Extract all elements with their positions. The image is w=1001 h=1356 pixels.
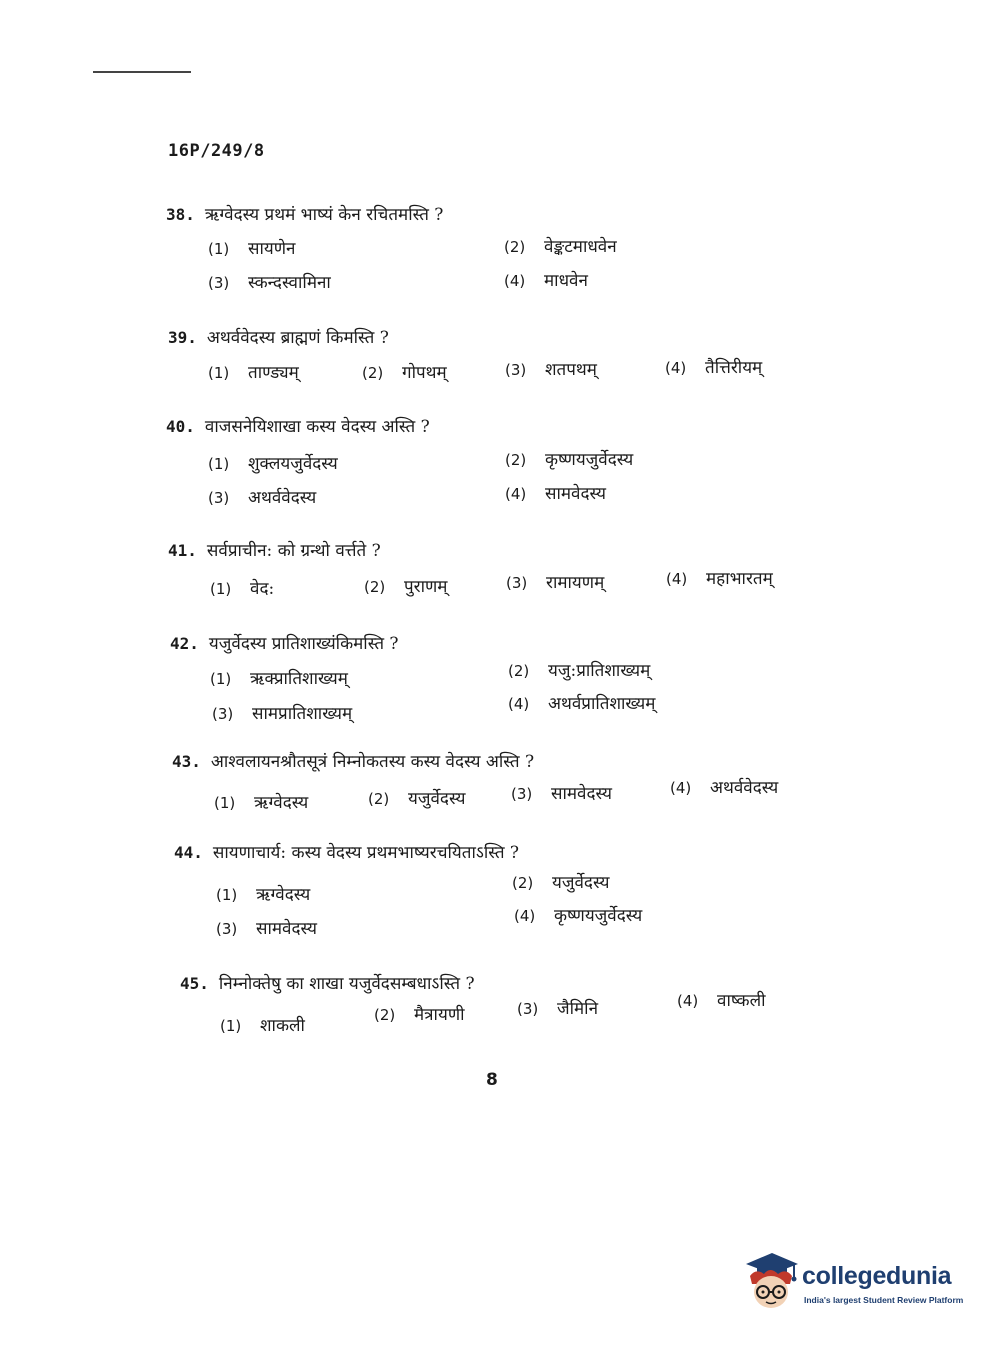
option-43-4: (4) अथर्ववेदस्य bbox=[670, 778, 779, 798]
question-44 bbox=[174, 840, 519, 863]
option-40-4: (4) सामवेदस्य bbox=[505, 484, 607, 504]
question-number: 44. bbox=[174, 843, 203, 862]
question-text: अथर्ववेदस्य ब्राह्मणं किमस्ति ? bbox=[206, 328, 389, 348]
option-40-2: (2) कृष्णयजुर्वेदस्य bbox=[505, 450, 634, 470]
option-41-4: (4) महाभारतम् bbox=[666, 569, 773, 589]
question-45 bbox=[180, 971, 475, 994]
question-number: 39. bbox=[168, 328, 197, 347]
option-40-3: (3) अथर्ववेदस्य bbox=[208, 488, 317, 508]
question-stem bbox=[166, 202, 443, 225]
option-41-1: (1) वेद: bbox=[210, 579, 275, 599]
question-39 bbox=[168, 325, 389, 348]
option-38-4: (4) माधवेन bbox=[504, 271, 588, 291]
question-text: ऋग्वेदस्य प्रथमं भाष्यं केन रचितमस्ति ? bbox=[204, 205, 444, 225]
paper-code: 16P/249/8 bbox=[168, 141, 265, 161]
option-39-2: (2) गोपथम् bbox=[362, 363, 447, 383]
question-text: निम्नोक्तेषु का शाखा यजुर्वेदसम्बधाऽस्ति ? bbox=[218, 974, 475, 994]
question-stem bbox=[168, 538, 381, 561]
question-42 bbox=[170, 631, 399, 654]
option-42-2: (2) यजु:प्रातिशाख्यम् bbox=[508, 661, 651, 681]
option-44-1: (1) ऋग्वेदस्य bbox=[216, 885, 311, 905]
option-39-3: (3) शतपथम् bbox=[505, 360, 597, 380]
option-45-3: (3) जैमिनि bbox=[517, 999, 599, 1019]
question-number: 41. bbox=[168, 541, 197, 560]
option-38-1: (1) सायणेन bbox=[208, 239, 296, 259]
question-stem bbox=[166, 414, 430, 437]
question-text: वाजसनेयिशाखा कस्य वेदस्य अस्ति ? bbox=[204, 417, 430, 437]
question-41 bbox=[168, 538, 381, 561]
question-text: यजुर्वेदस्य प्रातिशाख्यंकिमस्ति ? bbox=[208, 634, 399, 654]
question-40 bbox=[166, 414, 430, 437]
question-number: 42. bbox=[170, 634, 199, 653]
brand-name: collegedunia bbox=[802, 1262, 952, 1290]
question-stem bbox=[180, 971, 475, 994]
option-44-2: (2) यजुर्वेदस्य bbox=[512, 873, 610, 893]
question-stem bbox=[170, 631, 399, 654]
question-stem bbox=[174, 840, 519, 863]
brand-tagline: India's largest Student Review Platform bbox=[804, 1295, 964, 1305]
question-text: सर्वप्राचीन: को ग्रन्थो वर्त्तते ? bbox=[206, 541, 381, 561]
option-44-3: (3) सामवेदस्य bbox=[216, 919, 318, 939]
option-40-1: (1) शुक्लयजुर्वेदस्य bbox=[208, 454, 338, 474]
option-41-2: (2) पुराणम् bbox=[364, 577, 448, 597]
option-45-4: (4) वाष्कली bbox=[677, 991, 766, 1011]
option-43-2: (2) यजुर्वेदस्य bbox=[368, 789, 466, 809]
option-45-1: (1) शाकली bbox=[220, 1016, 305, 1036]
question-number: 38. bbox=[166, 205, 195, 224]
question-38 bbox=[166, 202, 443, 225]
question-text: सायणाचार्य: कस्य वेदस्य प्रथमभाष्यरचयिताऽस्ति ? bbox=[212, 843, 520, 863]
option-42-4: (4) अथर्वप्रातिशाख्यम् bbox=[508, 694, 656, 714]
option-38-3: (3) स्कन्दस्वामिना bbox=[208, 273, 331, 293]
question-text: आश्वलायनश्रौतसूत्रं निम्नोकतस्य कस्य वेदस्य अस्ति ? bbox=[210, 752, 535, 772]
question-stem bbox=[168, 325, 389, 348]
option-43-3: (3) सामवेदस्य bbox=[511, 784, 613, 804]
mascot-icon bbox=[742, 1250, 800, 1312]
question-number: 45. bbox=[180, 974, 209, 993]
question-stem bbox=[172, 749, 534, 772]
option-45-2: (2) मैत्रायणी bbox=[374, 1005, 465, 1025]
top-rule bbox=[93, 71, 191, 73]
collegedunia-watermark bbox=[742, 1250, 972, 1316]
question-number: 40. bbox=[166, 417, 195, 436]
option-39-1: (1) ताण्ड्यम् bbox=[208, 363, 299, 383]
question-number: 43. bbox=[172, 752, 201, 771]
option-43-1: (1) ऋग्वेदस्य bbox=[214, 793, 309, 813]
option-42-3: (3) सामप्रातिशाख्यम् bbox=[212, 704, 353, 724]
option-39-4: (4) तैत्तिरीयम् bbox=[665, 358, 763, 378]
page-number: 8 bbox=[486, 1070, 498, 1090]
question-43 bbox=[172, 749, 534, 772]
option-38-2: (2) वेङ्कटमाधवेन bbox=[504, 237, 617, 257]
option-42-1: (1) ऋक्प्रातिशाख्यम् bbox=[210, 669, 348, 689]
option-41-3: (3) रामायणम् bbox=[506, 573, 605, 593]
option-44-4: (4) कृष्णयजुर्वेदस्य bbox=[514, 906, 643, 926]
